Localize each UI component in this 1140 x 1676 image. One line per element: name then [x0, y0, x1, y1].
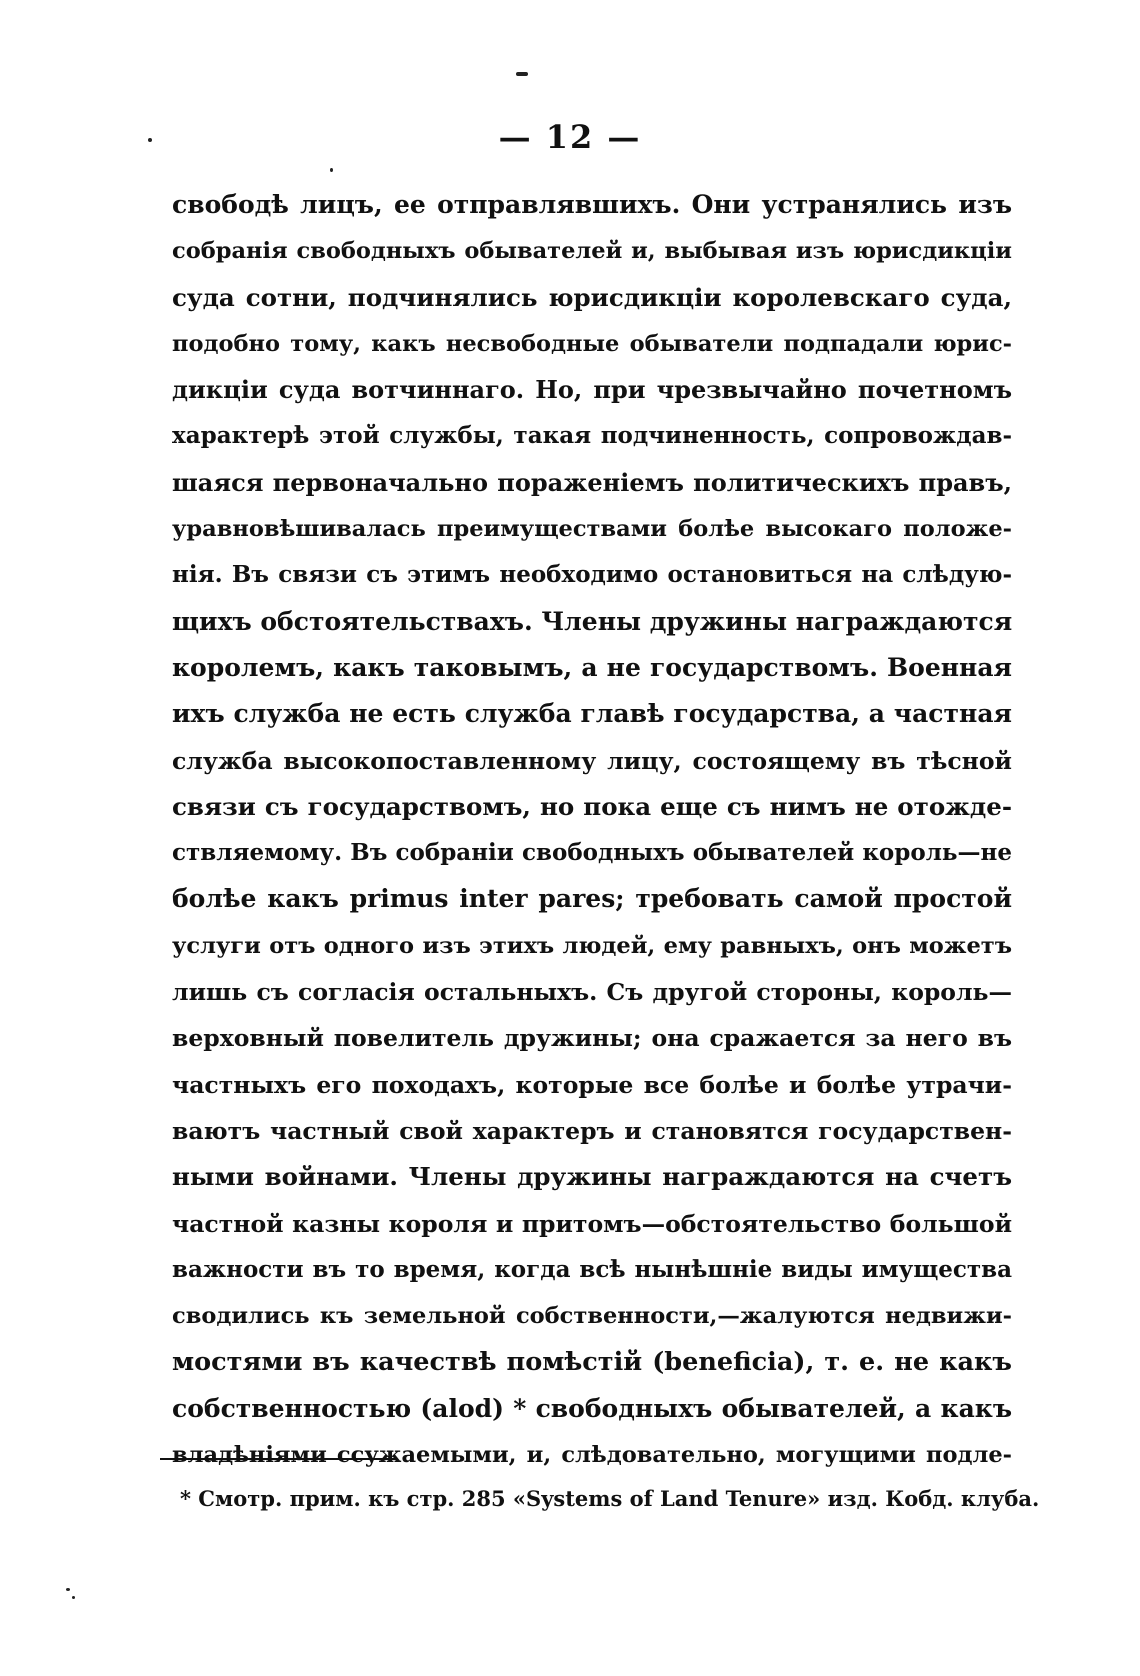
text-line: важности въ то время, когда всѣ нынѣшніе виды имущества: [172, 1255, 1012, 1283]
text-line: подобно тому, какъ несвободные обыватели подпадали юрис-: [172, 330, 1012, 357]
footnote: * Смотр. прим. къ стр. 285 «Systems of Land Tenure» изд. Кобд. клуба.: [180, 1486, 1040, 1511]
text-line: верховный повелитель дружины; она сражается за него въ: [172, 1024, 1012, 1053]
text-line: сводились къ земельной собственности,—жалуются недвижи-: [172, 1303, 1012, 1330]
text-line: лишь съ согласія остальныхъ. Съ другой стороны, король—: [172, 978, 1012, 1007]
text-line: мостями въ качествѣ помѣстій (beneficia), т. е. не какъ: [172, 1347, 1012, 1378]
text-line: частной казны короля и притомъ—обстоятельство большой: [172, 1209, 1012, 1238]
text-line: служба высокопоставленному лицу, состоящему въ тѣсной: [172, 746, 1012, 775]
body-text: [172, 182, 1012, 1478]
text-line: нія. Въ связи съ этимъ необходимо остановиться на слѣдую-: [172, 561, 1012, 589]
text-line: услуги отъ одного изъ этихъ людей, ему равныхъ, онъ можетъ: [172, 932, 1012, 959]
text-line: владѣніями ссужаемыми, и, слѣдовательно, могущими подле-: [172, 1442, 1012, 1469]
print-speck: [66, 1588, 70, 1591]
text-line: частныхъ его походахъ, которые все болѣе и болѣе утрачи-: [172, 1070, 1012, 1099]
text-line: королемъ, какъ таковымъ, а не государствомъ. Военная: [172, 652, 1012, 682]
text-line: дикціи суда вотчиннаго. Но, при чрезвычайно почетномъ: [172, 375, 1012, 405]
text-line: уравновѣшивалась преимуществами болѣе высокаго положе-: [172, 516, 1012, 543]
text-line: ными войнами. Члены дружины награждаются на счетъ: [172, 1162, 1012, 1192]
text-line: собранія свободныхъ обывателей и, выбывая изъ юрисдикціи: [172, 238, 1012, 265]
page-number: — 12 —: [498, 118, 642, 156]
text-line: ваютъ частный свой характеръ и становятся государствен-: [172, 1116, 1012, 1145]
print-speck: [330, 168, 333, 172]
footnote-divider: [160, 1458, 396, 1460]
text-line: свободѣ лицъ, ее отправлявшихъ. Они устранялись изъ: [172, 190, 1012, 219]
print-speck: [72, 1596, 75, 1599]
print-speck: [516, 72, 528, 76]
text-line: собственностью (alod) * свободныхъ обывателей, а какъ: [172, 1393, 1012, 1423]
text-line: связи съ государствомъ, но пока еще съ нимъ не отожде-: [172, 791, 1012, 821]
text-line: ихъ служба не есть служба главѣ государства, а частная: [172, 699, 1012, 729]
text-line: ствляемому. Въ собраніи свободныхъ обывателей король—не: [172, 839, 1012, 867]
text-line: характерѣ этой службы, такая подчиненность, сопровождав-: [172, 422, 1012, 450]
text-line: суда сотни, подчинялись юрисдикціи королевскаго суда,: [172, 282, 1012, 312]
text-line: щихъ обстоятельствахъ. Члены дружины награждаются: [172, 606, 1013, 636]
text-line: болѣе какъ primus inter pares; требовать самой простой: [172, 884, 1012, 914]
text-line: шаяся первоначально пораженіемъ политическихъ правъ,: [172, 467, 1012, 497]
